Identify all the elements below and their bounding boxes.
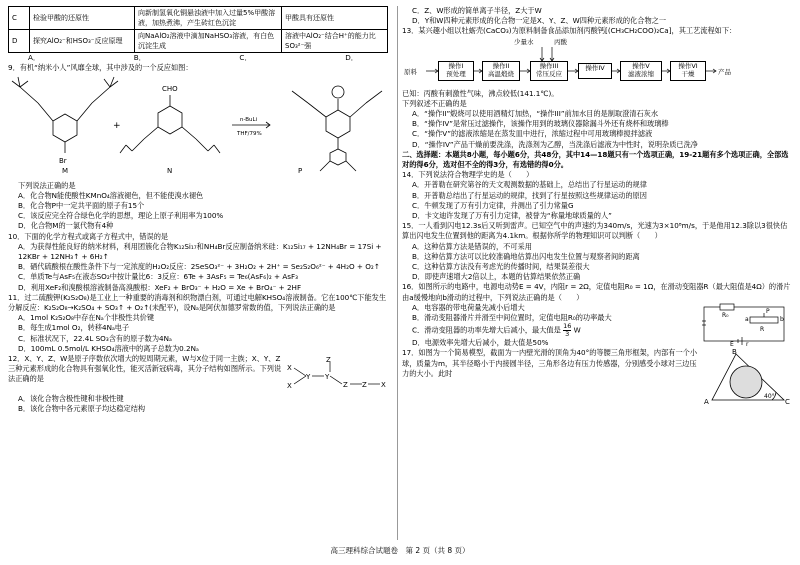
q12-block (8, 354, 392, 394)
section-2-title: 二、选择题：本题共8小题，每小题6分，共48分，其中14—18题只有一个选项正确，19-21题有多个选项正确，全部选对的得6分，选对但不全的得3分，有选错的得0分。 (402, 149, 789, 170)
flow-step-1: 操作I 预处理 (438, 61, 474, 81)
q16-option-b: B．滑动变阻器滑片并滑至中间位置时，定值电阻R₀的功率最大 (412, 313, 612, 323)
flow-input-water: 少量水 (514, 37, 534, 46)
q15-option-c: C．这种估算方法没有考虑光的传播时间，结果误差很大 (412, 262, 590, 272)
option-b: B． (133, 53, 146, 62)
svg-text:X: X (287, 382, 292, 391)
q16-option-c: C．滑动变阻器的功率先增大后减小，最大值是 $\frac{16}{3}$ W (412, 322, 581, 339)
left-column (8, 6, 392, 414)
row-conclusion: 溶液中AlO₂⁻结合H⁺的能力比SO₃²⁻强 (282, 30, 388, 53)
q9-prompt: 下列说法正确的是 (18, 180, 76, 190)
svg-text:B: B (732, 348, 737, 357)
svg-text:Y: Y (306, 373, 311, 382)
q11-option-a: A．1mol K₂S₂O₈中存在Nₐ个非极性共价键 (18, 313, 155, 323)
q11-option-d: D．100mL 0.5mol/L KHSO₄溶液中的离子总数为0.2Nₐ (18, 343, 199, 353)
svg-text:E: E (730, 340, 734, 347)
q13-stem: 13．某兴趣小组以牡蛎壳(CaCO₃)为原料制备食品添加剂丙酸钙[(CH₃CH₂COO)₂Ca]，其工艺流程如下： (402, 26, 737, 36)
option-d: D． (345, 53, 358, 62)
q15-option-d: D．即使声速增大2倍以上，本题的估算结果依然正确 (412, 272, 581, 282)
svg-text:X: X (287, 364, 292, 373)
q13-flowchart (402, 37, 794, 89)
svg-text:+: + (113, 121, 121, 132)
flow-step-4: 操作IV (578, 63, 612, 79)
svg-text:X: X (381, 381, 386, 390)
svg-text:Z: Z (326, 356, 331, 365)
q15-option-a: A．这种估算方法是错误的，不可采用 (412, 241, 532, 251)
answer-options (8, 53, 358, 63)
svg-text:Z: Z (343, 381, 348, 390)
q16-option-d: D．电源效率先增大后减小，最大值是50% (412, 338, 549, 348)
row-operation: 向新制氢氧化铜悬浊液中加入过量5%甲酸溶液，加热煮沸，产生砖红色沉淀 (135, 7, 282, 30)
q10-stem: 10．下面的化学方程式或离子方程式中，错误的是 (8, 231, 169, 241)
q14-option-b: B．开普勒总结出了行星运动的规律，找到了行星按照这些规律运动的原因 (412, 190, 647, 200)
q15-stem: 15．一人看到闪电12.3s后又听到雷声。已知空气中的声速约为340m/s，光速为3×10⁸m/s，于是他用12.3除以3很快估算出闪电发生位置到他的距离为4.1km。根据你所学的物理知识可以判断（ ） (402, 221, 788, 241)
flow-input-acid: 丙酸 (554, 37, 567, 46)
q11-option-c: C．标准状况下，22.4L SO₃含有的原子数为4Nₐ (18, 333, 172, 343)
q13-option-b: B．“操作IV”是常压过滤操作，该操作用到的玻璃仪器除漏斗外还有烧杯和玻璃棒 (412, 119, 669, 129)
q14-stem: 14．下列说法符合物理学史的是（ ） (402, 170, 534, 180)
row-purpose: 探究AlO₂⁻和HSO₃⁻反应原理 (30, 30, 135, 53)
label-reagent-top: n-BuLi (240, 117, 258, 124)
svg-text:C: C (785, 398, 790, 407)
q16-option-a: A．电容器的带电荷量先减小后增大 (412, 302, 525, 312)
right-column (402, 6, 794, 406)
q17-stem: 17．如图为一个简易模型，截面为一内壁光滑的顶角为40°的等腰三角形框架，内部有一个小球，质量为m，其半径略小于内接圆半径，三角形各边有压力传感器，分别感受小球对三边压力的大小。此时 (402, 348, 698, 378)
row-label: C (9, 7, 30, 30)
q13-option-a: A．“操作II”煅烧可以使用酒精灯加热，“操作III”前加水目的是制取澄清石灰水 (412, 109, 659, 119)
q16-block (402, 303, 794, 349)
q9-option-b: B．化合物P中一定共平面的原子有15个 (18, 201, 145, 211)
svg-text:Z: Z (362, 381, 367, 390)
q9-option-c: C．该反应完全符合绿色化学的思想，理论上原子利用率为100% (18, 211, 224, 221)
q15-option-b: B．这种估算方法可以比较准确地估算出闪电发生位置与观察者间的距离 (412, 251, 640, 261)
q17-block (402, 348, 794, 406)
fraction: $\frac{16}{3}$ (563, 322, 572, 339)
q11-stem: 11．过二硫酸钾(K₂S₂O₈)是工业上一种重要的消毒剂和织物漂白剂，可通过电解KHSO₄溶液制备。它在100℃下能发生分解反应：K₂S₂O₈→K₂SO₄ + SO₃↑ + O₂↑(未配平)，设Nₐ是阿伏加德罗常数的值，下列说法正确的是 (8, 292, 387, 313)
svg-text:b: b (780, 315, 784, 323)
flow-step-2: 操作II 高温煅烧 (482, 61, 520, 81)
q10-option-c: C．单质Te与AsF₅在液态SO₂中按计量比6：3反应：6Te + 3AsF₅ = Te₆(AsF₆)₂ + AsF₃ (18, 272, 299, 282)
label-n: N (167, 167, 173, 176)
svg-text:Y: Y (325, 373, 330, 382)
q16-circuit (698, 303, 792, 347)
q12-option-d: D．Y和W四种元素形成的化合物一定是X、Y、Z、W四种元素形成的化合物之一 (412, 16, 667, 26)
q9-stem: 9．有机“纳米小人”风靡全球，其中涉及的一个反应如图： (8, 63, 193, 73)
table-row (9, 30, 388, 53)
row-operation: 向NaAlO₂溶液中滴加NaHSO₃溶液，有白色沉淀生成 (135, 30, 282, 53)
q16-stem: 16．如图所示的电路中，电源电动势E = 4V，内阻r = 2Ω，定值电阻R₀ = 1Ω，在滑动变阻器R（最大阻值是4Ω）的滑片由a缓慢地向b滑动的过程中，下列说法正确的是（ ） (402, 282, 791, 302)
label-m: M (62, 167, 69, 176)
row-conclusion: 甲酸具有还原性 (282, 7, 388, 30)
q14-option-d: D．卡文迪许发现了万有引力定律，被誉为“称量地球质量的人” (412, 211, 612, 221)
experiment-table (8, 6, 388, 53)
option-a: A． (28, 53, 41, 62)
svg-text:a: a (745, 315, 749, 323)
column-divider (397, 6, 398, 540)
q11-option-b: B．每生成1mol O₂，转移4Nₐ电子 (18, 323, 130, 333)
q13-option-c: C．“操作V”的滤液浓缩是在蒸发皿中进行，浓缩过程中可用玻璃棒搅拌滤液 (412, 129, 653, 139)
svg-text:P: P (766, 307, 770, 315)
q10-option-d: D．利用XeF₂和溴酸根溶液制备高溴酸根：XeF₂ + BrO₃⁻ + H₂O = Xe + BrO₄⁻ + 2HF (18, 282, 302, 292)
n-benzene-ring (158, 106, 182, 134)
q17-figure (702, 348, 792, 406)
row-label: D (9, 30, 30, 53)
m-benzene-ring (53, 114, 77, 142)
q13-known: 已知：丙酸有刺激性气味，沸点较低(141.1℃)。 (402, 88, 559, 98)
flow-step-3: 操作III 常压反应 (530, 61, 568, 81)
q12-structure (284, 354, 388, 394)
q14-option-c: C．牛顿发现了万有引力定律，并测出了引力常量G (412, 200, 574, 210)
reaction-scheme (8, 73, 392, 177)
q13-prompt: 下列叙述不正确的是 (402, 98, 467, 108)
q12-option-b: B．该化合物中各元素原子均达稳定结构 (18, 404, 146, 414)
q12-option-c: C．Z、W形成的简单离子半径，Z大于W (412, 6, 542, 15)
p-benzene-ring (326, 110, 350, 138)
row-purpose: 检验甲酸的还原性 (30, 7, 135, 30)
q10-option-b: B．硒代硫酸根在酸性条件下与一定浓度的H₂O₂反应：2SeSO₃²⁻ + 3H₂O₂ + 2H⁺ = Se₂S₂O₆²⁻ + 4H₂O + O₂↑ (18, 262, 380, 272)
flow-start: 原料 (404, 67, 417, 76)
flow-end: 产品 (718, 67, 731, 76)
q14-option-a: A．开普勒在研究第谷的天文观测数据的基础上，总结出了行星运动的规律 (412, 180, 647, 190)
q12-option-a: A．该化合物含极性键和非极性键 (18, 394, 124, 404)
svg-text:A: A (704, 398, 709, 407)
svg-text:R: R (760, 325, 765, 333)
flow-step-5: 操作V 滤液浓缩 (620, 61, 662, 81)
q9-option-d: D．化合物M的一氯代物有4种 (18, 221, 114, 231)
label-br: Br (59, 157, 67, 166)
flow-step-6: 操作VI 干燥 (670, 61, 706, 81)
q9-option-a: A．化合物N能使酸性KMnO₄溶液褪色，但不能使溴水褪色 (18, 190, 204, 200)
option-c: C． (239, 53, 252, 62)
label-cho: CHO (162, 85, 178, 94)
svg-text:40°: 40° (764, 393, 775, 401)
q13-option-d: D．“操作IV”产品干燥前要洗涤，洗涤剂为乙醇，当洗涤后滤液为中性时，说明杂质已洗净 (412, 139, 698, 149)
label-p: P (298, 167, 303, 176)
svg-text:r: r (746, 340, 749, 347)
table-row (9, 7, 388, 30)
q10-option-a: A．为获得性能良好的纳米材料，利用团簇化合物K₁₂Si₁₇和NH₄Br反应制备纳米硅：K₁₂Si₁₇ + 12NH₄Br = 17Si + 12KBr + 12NH₃↑ + 6H₂↑ (18, 241, 382, 262)
svg-text:R₀: R₀ (722, 311, 729, 319)
q12-stem: 12．X、Y、Z、W是原子序数依次增大的短周期元素，W与X位于同一主族；X、Y、Z三种元素形成的化合物具有强氧化性，能灭活新冠病毒，其分子结构如图所示。下列说法正确的是 (8, 354, 282, 384)
label-reagent-bottom: THF/79% (237, 131, 262, 138)
page-footer: 高三理科综合试题卷 第 2 页（共 8 页） (330, 546, 470, 555)
